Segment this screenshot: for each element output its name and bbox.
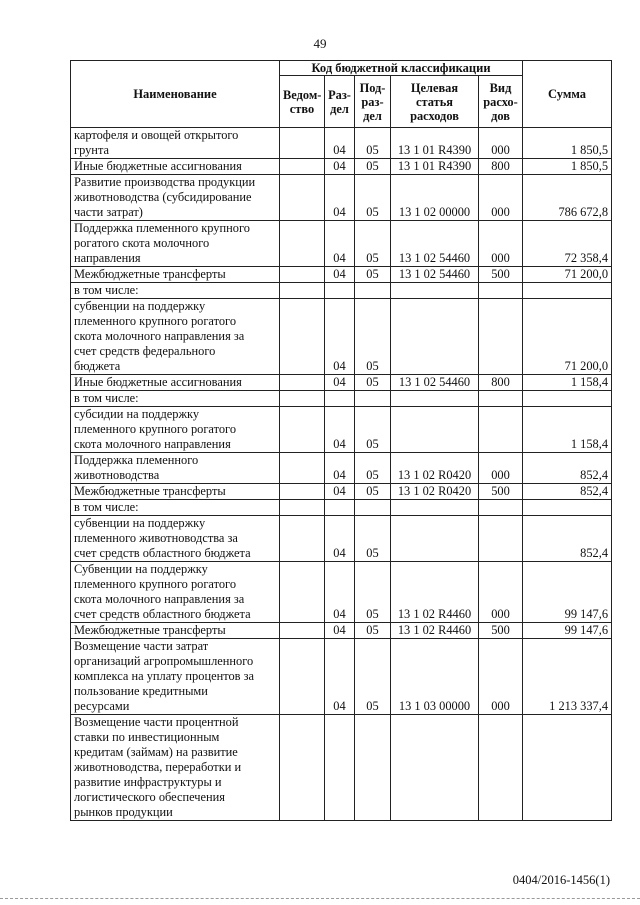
cell-name: Поддержка племенного крупного рогатого скота молочного направления — [71, 221, 280, 267]
cell-name: в том числе: — [71, 391, 280, 407]
cell-target — [391, 299, 479, 375]
cell-sum: 786 672,8 — [523, 175, 612, 221]
table-row — [71, 391, 612, 407]
cell-vid: 500 — [479, 267, 523, 283]
table-row — [71, 159, 612, 175]
cell-vid: 000 — [479, 639, 523, 715]
cell-vedom — [280, 391, 325, 407]
table-row — [71, 175, 612, 221]
cell-vedom — [280, 500, 325, 516]
header-sum: Сумма — [523, 61, 612, 128]
table-row — [71, 500, 612, 516]
cell-vid: 800 — [479, 159, 523, 175]
cell-sum: 852,4 — [523, 453, 612, 484]
cell-vedom — [280, 453, 325, 484]
document-code: 0404/2016-1456(1) — [512, 873, 610, 887]
cell-sum — [523, 283, 612, 299]
table-row — [71, 623, 612, 639]
cell-vid — [479, 299, 523, 375]
cell-vedom — [280, 128, 325, 159]
cell-podrazdel: 05 — [355, 267, 391, 283]
cell-vid: 500 — [479, 623, 523, 639]
cell-target — [391, 391, 479, 407]
table-row — [71, 375, 612, 391]
cell-razdel: 04 — [325, 375, 355, 391]
cell-vid — [479, 715, 523, 821]
cell-podrazdel: 05 — [355, 453, 391, 484]
cell-vedom — [280, 407, 325, 453]
cell-vedom — [280, 159, 325, 175]
cell-vedom — [280, 623, 325, 639]
cell-target: 13 1 02 54460 — [391, 267, 479, 283]
cell-name: в том числе: — [71, 500, 280, 516]
cell-target: 13 1 02 R0420 — [391, 453, 479, 484]
cell-podrazdel — [355, 283, 391, 299]
cell-sum: 1 213 337,4 — [523, 639, 612, 715]
cell-podrazdel: 05 — [355, 159, 391, 175]
cell-sum — [523, 391, 612, 407]
cell-vid — [479, 283, 523, 299]
cell-vedom — [280, 267, 325, 283]
cell-sum: 71 200,0 — [523, 299, 612, 375]
cell-razdel: 04 — [325, 516, 355, 562]
cell-vid — [479, 516, 523, 562]
cell-vedom — [280, 516, 325, 562]
cell-name: картофеля и овощей открытого грунта — [71, 128, 280, 159]
cell-razdel: 04 — [325, 128, 355, 159]
cell-name: Иные бюджетные ассигнования — [71, 375, 280, 391]
cell-name: Межбюджетные трансферты — [71, 267, 280, 283]
cell-name: субвенции на поддержку племенного крупного рогатого скота молочного направления за счет средств федерального бюджета — [71, 299, 280, 375]
cell-razdel: 04 — [325, 453, 355, 484]
cell-vid: 000 — [479, 221, 523, 267]
cell-razdel: 04 — [325, 623, 355, 639]
cell-target — [391, 516, 479, 562]
cell-sum: 1 158,4 — [523, 407, 612, 453]
cell-podrazdel: 05 — [355, 623, 391, 639]
footer-divider — [0, 898, 640, 899]
cell-vid: 000 — [479, 128, 523, 159]
table-row — [71, 407, 612, 453]
cell-name: Межбюджетные трансферты — [71, 484, 280, 500]
cell-podrazdel: 05 — [355, 516, 391, 562]
cell-podrazdel: 05 — [355, 299, 391, 375]
cell-vedom — [280, 375, 325, 391]
cell-sum: 99 147,6 — [523, 562, 612, 623]
cell-target: 13 1 02 54460 — [391, 375, 479, 391]
table-row — [71, 715, 612, 821]
cell-podrazdel — [355, 500, 391, 516]
cell-razdel: 04 — [325, 562, 355, 623]
cell-podrazdel — [355, 391, 391, 407]
cell-sum: 71 200,0 — [523, 267, 612, 283]
cell-name: в том числе: — [71, 283, 280, 299]
cell-sum: 99 147,6 — [523, 623, 612, 639]
cell-razdel: 04 — [325, 639, 355, 715]
cell-sum: 1 158,4 — [523, 375, 612, 391]
cell-razdel: 04 — [325, 299, 355, 375]
cell-razdel — [325, 715, 355, 821]
cell-razdel: 04 — [325, 175, 355, 221]
cell-razdel — [325, 283, 355, 299]
header-name: Наименование — [71, 61, 280, 128]
cell-vedom — [280, 283, 325, 299]
header-podrazdel: Под- раз- дел — [355, 76, 391, 128]
cell-target: 13 1 03 00000 — [391, 639, 479, 715]
cell-podrazdel: 05 — [355, 128, 391, 159]
cell-sum: 1 850,5 — [523, 128, 612, 159]
cell-podrazdel: 05 — [355, 639, 391, 715]
cell-name: Иные бюджетные ассигнования — [71, 159, 280, 175]
cell-sum — [523, 500, 612, 516]
cell-vedom — [280, 715, 325, 821]
table-body — [71, 128, 612, 821]
cell-razdel: 04 — [325, 484, 355, 500]
cell-name: Возмещение части затрат организаций агропромышленного комплекса на уплату процентов за пользование кредитными ресурсами — [71, 639, 280, 715]
table-row — [71, 562, 612, 623]
cell-sum: 852,4 — [523, 516, 612, 562]
cell-razdel — [325, 391, 355, 407]
cell-razdel: 04 — [325, 267, 355, 283]
cell-target: 13 1 02 R0420 — [391, 484, 479, 500]
budget-table — [70, 60, 612, 821]
cell-podrazdel: 05 — [355, 562, 391, 623]
header-vedom: Ведом- ство — [280, 76, 325, 128]
cell-vid: 800 — [479, 375, 523, 391]
cell-razdel: 04 — [325, 221, 355, 267]
table-row — [71, 299, 612, 375]
cell-sum: 852,4 — [523, 484, 612, 500]
cell-sum — [523, 715, 612, 821]
cell-target — [391, 715, 479, 821]
cell-podrazdel: 05 — [355, 484, 391, 500]
cell-podrazdel: 05 — [355, 221, 391, 267]
cell-target: 13 1 02 00000 — [391, 175, 479, 221]
table-row — [71, 267, 612, 283]
cell-name: субвенции на поддержку племенного животноводства за счет средств областного бюджета — [71, 516, 280, 562]
cell-name: Поддержка племенного животноводства — [71, 453, 280, 484]
cell-target: 13 1 01 R4390 — [391, 159, 479, 175]
table-row — [71, 516, 612, 562]
cell-podrazdel: 05 — [355, 407, 391, 453]
cell-vid: 500 — [479, 484, 523, 500]
cell-vedom — [280, 299, 325, 375]
table-row — [71, 453, 612, 484]
cell-vedom — [280, 562, 325, 623]
cell-podrazdel: 05 — [355, 175, 391, 221]
cell-razdel — [325, 500, 355, 516]
cell-podrazdel: 05 — [355, 375, 391, 391]
header-razdel: Раз- дел — [325, 76, 355, 128]
cell-name: Субвенции на поддержку племенного крупного рогатого скота молочного направления за счет средств областного бюджета — [71, 562, 280, 623]
header-vid: Вид расхо- дов — [479, 76, 523, 128]
cell-sum: 1 850,5 — [523, 159, 612, 175]
cell-name: Развитие производства продукции животноводства (субсидирование части затрат) — [71, 175, 280, 221]
cell-vid: 000 — [479, 175, 523, 221]
cell-vedom — [280, 484, 325, 500]
cell-vid — [479, 500, 523, 516]
table-row — [71, 283, 612, 299]
table-row — [71, 221, 612, 267]
cell-vid — [479, 391, 523, 407]
table-row — [71, 484, 612, 500]
cell-target — [391, 500, 479, 516]
table-row — [71, 128, 612, 159]
cell-vedom — [280, 175, 325, 221]
cell-vid: 000 — [479, 453, 523, 484]
cell-vedom — [280, 221, 325, 267]
header-code-group: Код бюджетной классификации — [280, 61, 523, 76]
cell-target — [391, 407, 479, 453]
cell-razdel: 04 — [325, 159, 355, 175]
cell-vedom — [280, 639, 325, 715]
cell-sum: 72 358,4 — [523, 221, 612, 267]
page-number: 49 — [313, 36, 327, 51]
table-row — [71, 639, 612, 715]
header-target: Целевая статья расходов — [391, 76, 479, 128]
cell-target: 13 1 02 R4460 — [391, 623, 479, 639]
cell-razdel: 04 — [325, 407, 355, 453]
cell-podrazdel — [355, 715, 391, 821]
cell-target: 13 1 02 R4460 — [391, 562, 479, 623]
cell-target: 13 1 02 54460 — [391, 221, 479, 267]
cell-target: 13 1 01 R4390 — [391, 128, 479, 159]
cell-vid — [479, 407, 523, 453]
cell-target — [391, 283, 479, 299]
cell-name: Возмещение части процентной ставки по инвестиционным кредитам (займам) на развитие животноводства, переработки и развитие инфраструктуры и логистического обеспечения рынков продукции — [71, 715, 280, 821]
cell-name: Межбюджетные трансферты — [71, 623, 280, 639]
cell-vid: 000 — [479, 562, 523, 623]
cell-name: субсидии на поддержку племенного крупного рогатого скота молочного направления — [71, 407, 280, 453]
